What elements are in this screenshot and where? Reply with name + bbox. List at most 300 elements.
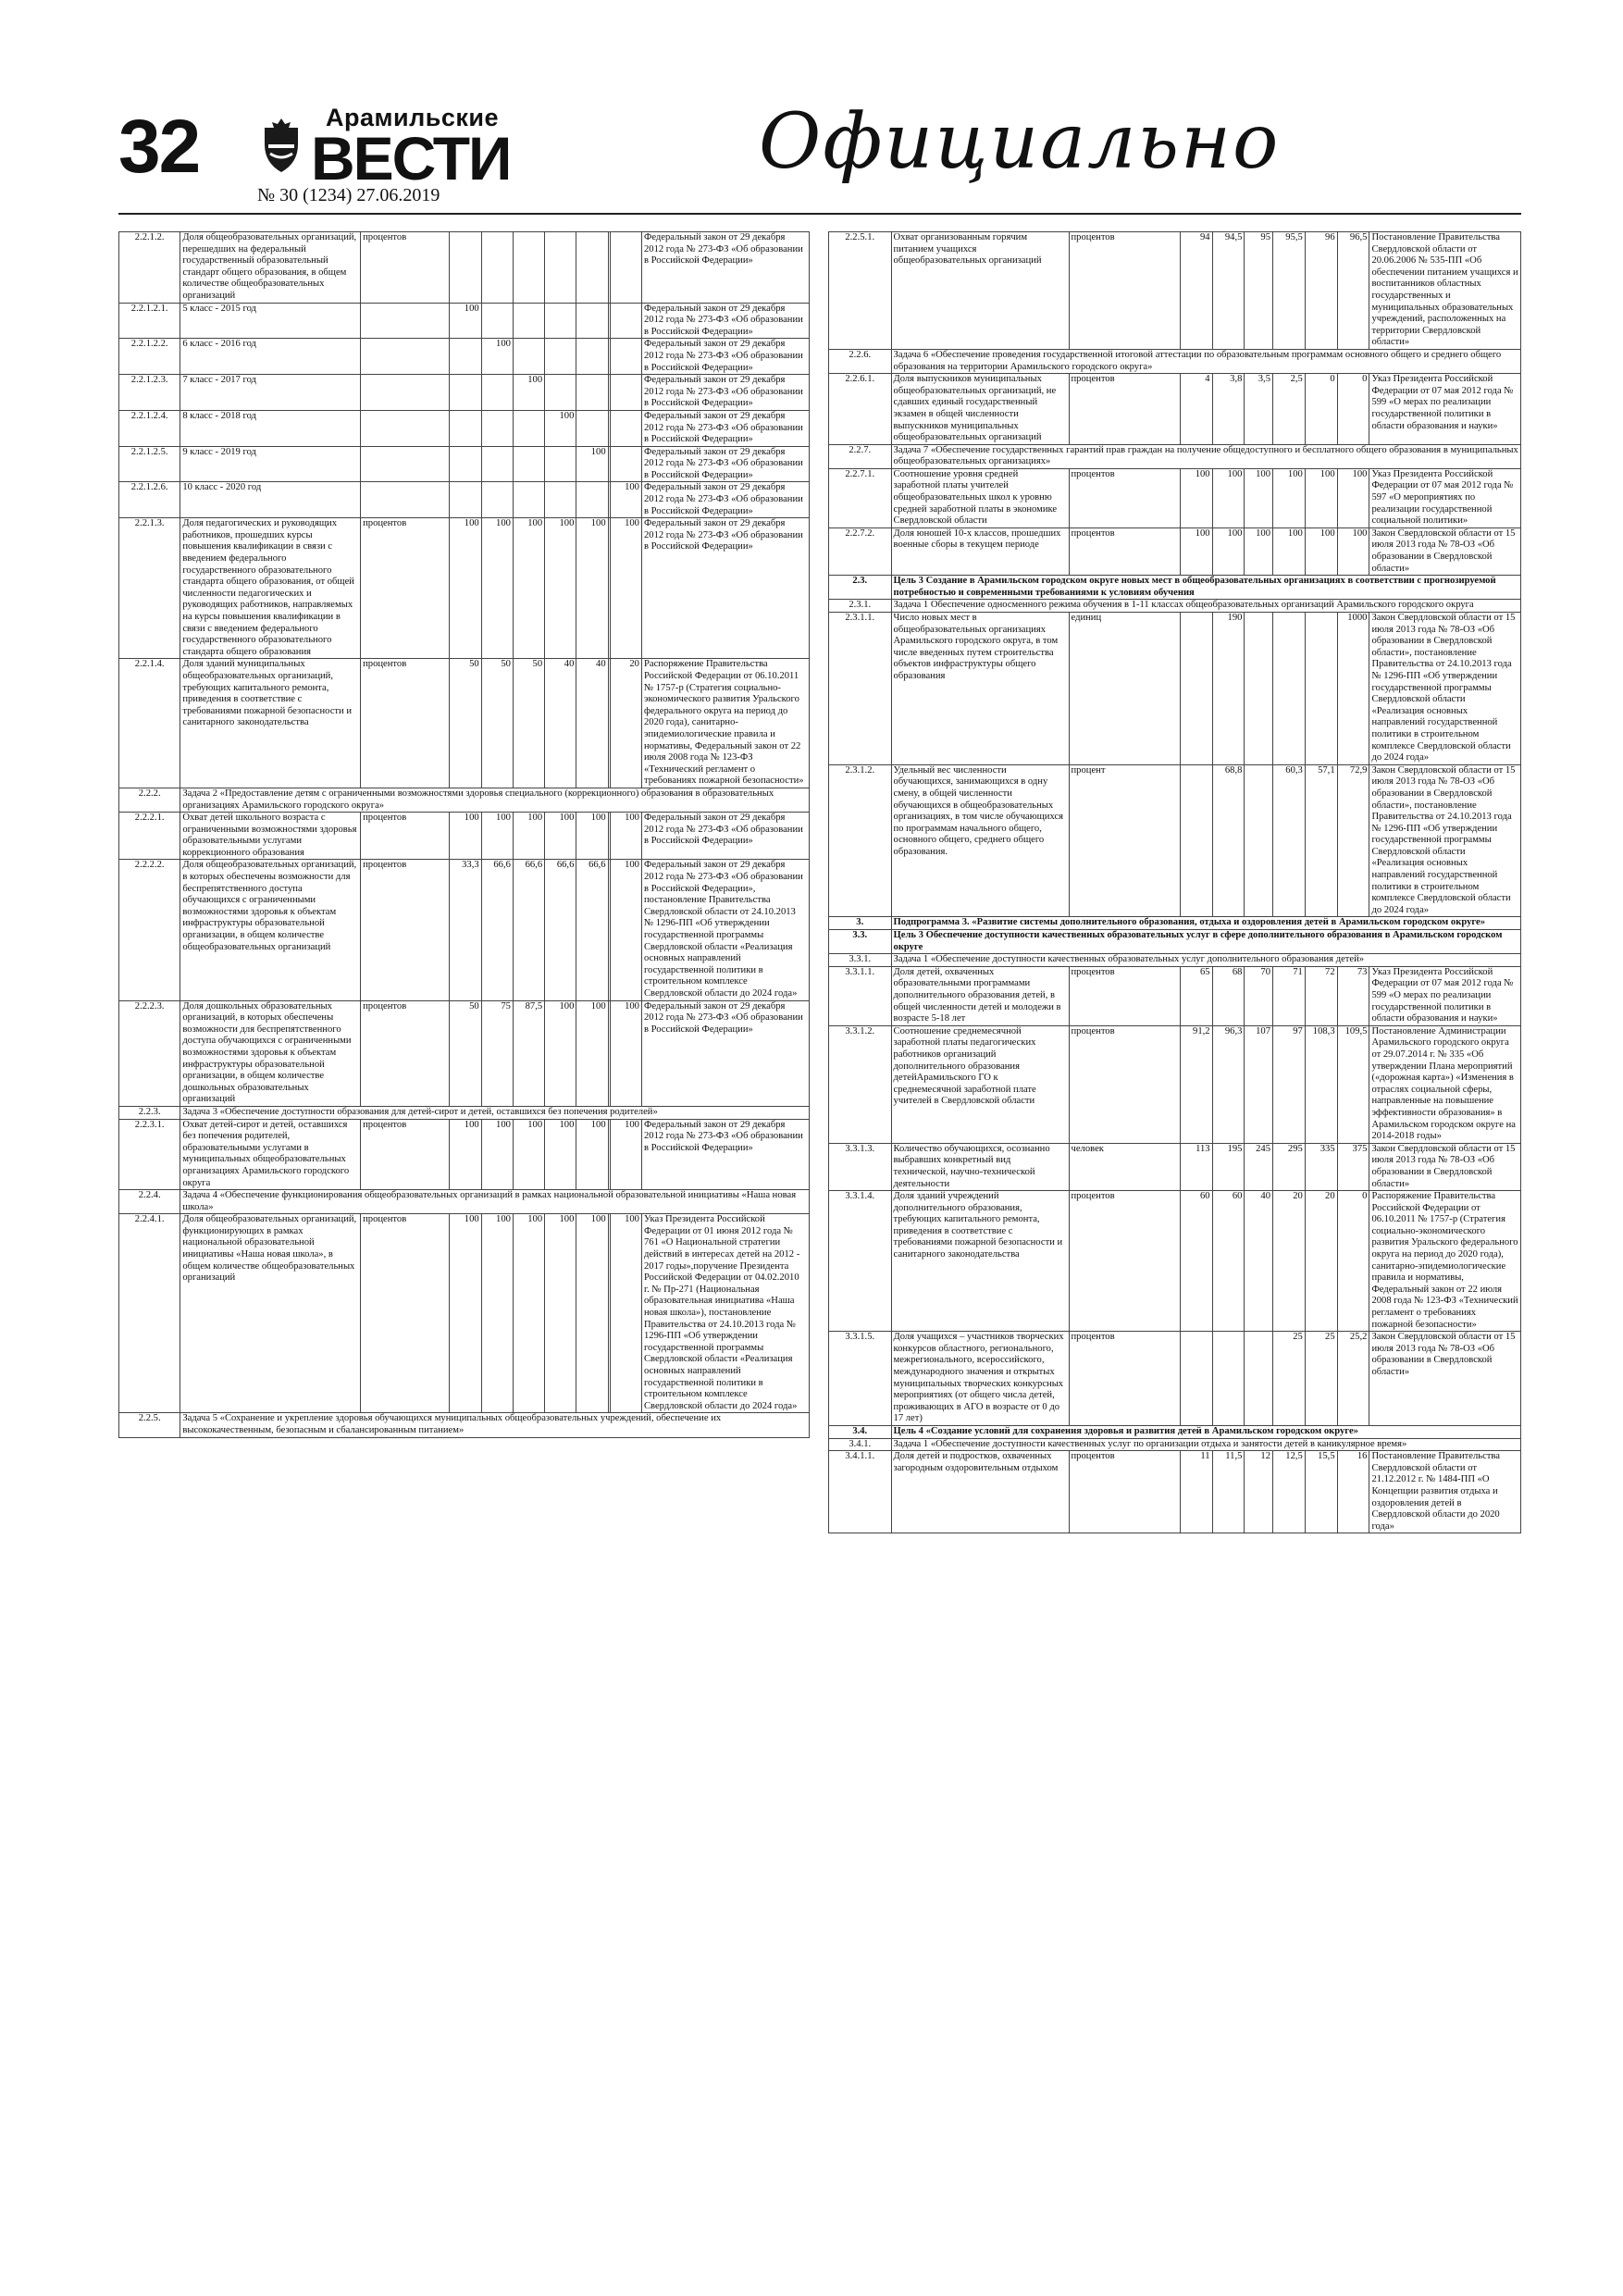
source-document: Закон Свердловской области от 15 июля 2013 года № 78-ОЗ «Об образовании в Свердловской области» <box>1369 527 1521 575</box>
row-number: 2.3.1.2. <box>829 764 892 917</box>
value-cell <box>576 482 608 518</box>
value-cell: 100 <box>610 518 641 659</box>
value-cell <box>1273 613 1306 765</box>
unit-cell: процентов <box>361 1214 450 1413</box>
page-number: 32 <box>118 105 200 189</box>
task-row <box>829 917 1521 930</box>
value-cell <box>1180 1332 1212 1426</box>
table-row <box>119 1214 810 1413</box>
value-cell: 25,2 <box>1337 1332 1369 1426</box>
unit-cell: процентов <box>1069 1451 1180 1533</box>
value-cell: 97 <box>1273 1025 1306 1143</box>
value-cell <box>450 375 481 411</box>
value-cell: 100 <box>1180 527 1212 575</box>
source-document: Указ Президента Российской Федерации от 01 июня 2012 года № 761 «О Национальной стратегии действий в интересах детей на 2012 - 2017 годы»,поручение Президента Российской Федерации от 04.02.2010 г. № Пр-271 (Национальная образовательная инициатива «Наша новая школа»), постановление Правительства от 24.10.2013 года № 1296-ПП «Об утверждении государственной программы Свердловской области «Реализация основных направлений государственной политики в строительном комплексе Свердловской области до 2024 года» <box>641 1214 809 1413</box>
row-number: 3.4. <box>829 1425 892 1438</box>
source-document: Указ Президента Российской Федерации от 07 мая 2012 года № 599 «О мерах по реализации государственной политики в области образования и науки» <box>1369 374 1521 445</box>
section-title: Официально <box>759 98 1281 186</box>
row-number: 3.3.1.5. <box>829 1332 892 1426</box>
value-cell <box>545 446 576 482</box>
table-row <box>119 446 810 482</box>
value-cell <box>576 339 608 375</box>
value-cell: 109,5 <box>1337 1025 1369 1143</box>
unit-cell <box>361 339 450 375</box>
value-cell: 100 <box>576 1000 608 1106</box>
table-row <box>829 1332 1521 1426</box>
indicator-name: Доля общеобразовательных организаций, функционирующих в рамках национальной образовательной инициативы «Наша новая школа», в общем количестве общеобразовательных организаций <box>180 1214 361 1413</box>
unit-cell: процентов <box>361 1000 450 1106</box>
source-document: Федеральный закон от 29 декабря 2012 года № 273-ФЗ «Об образовании в Российской Федерации» <box>641 1119 809 1190</box>
task-text: Задача 1 «Обеспечение доступности качественных услуг по организации отдыха и занятости детей в каникулярное время» <box>891 1438 1520 1451</box>
indicator-name: Соотношение среднемесячной заработной платы педагогических работников организаций дополнительного образования детейАрамильского ГО к среднемесячной заработной плате учителей в Свердловской области <box>891 1025 1069 1143</box>
value-cell: 108,3 <box>1305 1025 1337 1143</box>
task-row <box>829 954 1521 967</box>
unit-cell <box>361 375 450 411</box>
task-row <box>829 444 1521 468</box>
unit-cell: процентов <box>1069 1025 1180 1143</box>
value-cell: 16 <box>1337 1451 1369 1533</box>
task-row <box>829 1425 1521 1438</box>
task-row <box>829 349 1521 373</box>
row-number: 2.2.5.1. <box>829 232 892 350</box>
source-document: Постановление Правительства Свердловской области от 21.12.2012 г. № 1484-ПП «О Концепции развития отдыха и оздоровления детей в Свердловской области до 2020 года» <box>1369 1451 1521 1533</box>
row-number: 3.3.1.2. <box>829 1025 892 1143</box>
value-cell: 15,5 <box>1305 1451 1337 1533</box>
value-cell <box>481 482 513 518</box>
value-cell: 70 <box>1245 966 1273 1025</box>
table-row <box>119 860 810 1000</box>
value-cell: 100 <box>1305 527 1337 575</box>
value-cell: 60 <box>1180 1191 1212 1332</box>
table-row <box>829 1451 1521 1533</box>
value-cell: 375 <box>1337 1143 1369 1190</box>
value-cell: 50 <box>450 1000 481 1106</box>
value-cell: 335 <box>1305 1143 1337 1190</box>
indicator-name: 5 класс - 2015 год <box>180 303 361 339</box>
row-number: 3. <box>829 917 892 930</box>
logo-title: ВЕСТИ <box>311 124 511 192</box>
row-number: 2.2.2.2. <box>119 860 180 1000</box>
value-cell <box>1180 613 1212 765</box>
table-row <box>119 232 810 304</box>
value-cell <box>513 410 544 446</box>
value-cell <box>513 303 544 339</box>
indicator-name: Доля общеобразовательных организаций, в которых обеспечены возможности для беспрепятственного доступа обучающихся с ограниченными возможностями здоровья к объектам инфраструктуры образовательной организации, в общем количестве общеобразовательных организаций <box>180 860 361 1000</box>
value-cell: 100 <box>576 518 608 659</box>
value-cell: 100 <box>481 813 513 860</box>
value-cell: 100 <box>1245 468 1273 527</box>
value-cell: 100 <box>1245 527 1273 575</box>
task-text: Цель 3 Создание в Арамильском городском округе новых мест в общеобразовательных организациях в соответствии с прогнозируемой потребностью и современными требованиями к условиям обучения <box>891 576 1520 600</box>
unit-cell: процентов <box>361 1119 450 1190</box>
indicator-name: Доля детей, охваченных образовательными программами дополнительного образования детей, в общей численности детей и молодежи в возрасте 5-18 лет <box>891 966 1069 1025</box>
value-cell: 60 <box>1212 1191 1245 1332</box>
value-cell <box>610 410 641 446</box>
issue-info: № 30 (1234) 27.06.2019 <box>257 185 440 205</box>
row-number: 2.2.3.1. <box>119 1119 180 1190</box>
value-cell: 100 <box>545 1119 576 1190</box>
table-row <box>119 518 810 659</box>
value-cell: 195 <box>1212 1143 1245 1190</box>
value-cell: 40 <box>545 659 576 788</box>
value-cell: 100 <box>610 860 641 1000</box>
source-document: Указ Президента Российской Федерации от 07 мая 2012 года № 597 «О мероприятиях по реализации государственной социальной политики» <box>1369 468 1521 527</box>
value-cell: 113 <box>1180 1143 1212 1190</box>
value-cell: 95 <box>1245 232 1273 350</box>
indicator-name: Охват детей школьного возраста с ограниченными возможностями здоровья образовательными услугами коррекционного образования <box>180 813 361 860</box>
value-cell: 100 <box>1337 468 1369 527</box>
row-number: 2.2.1.2.3. <box>119 375 180 411</box>
row-number: 2.3.1.1. <box>829 613 892 765</box>
row-number: 2.2.2. <box>119 788 180 812</box>
task-row <box>829 600 1521 613</box>
value-cell: 96,3 <box>1212 1025 1245 1143</box>
value-cell: 91,2 <box>1180 1025 1212 1143</box>
value-cell: 100 <box>1305 468 1337 527</box>
value-cell: 11 <box>1180 1451 1212 1533</box>
value-cell <box>610 339 641 375</box>
value-cell <box>481 232 513 304</box>
source-document: Федеральный закон от 29 декабря 2012 года № 273-ФЗ «Об образовании в Российской Федерации» <box>641 1000 809 1106</box>
unit-cell: процентов <box>1069 468 1180 527</box>
table-row <box>119 813 810 860</box>
indicator-name: Охват детей-сирот и детей, оставшихся без попечения родителей, образовательными услугами в муниципальных общеобразовательных организациях Арамильского городского округа <box>180 1119 361 1190</box>
row-number: 2.3.1. <box>829 600 892 613</box>
value-cell: 100 <box>576 1214 608 1413</box>
table-row <box>119 375 810 411</box>
value-cell: 73 <box>1337 966 1369 1025</box>
unit-cell: процентов <box>1069 1191 1180 1332</box>
value-cell: 96,5 <box>1337 232 1369 350</box>
task-row <box>119 788 810 812</box>
value-cell: 100 <box>1337 527 1369 575</box>
indicator-name: Доля юношей 10-х классов, прошедших военные сборы в текущем периоде <box>891 527 1069 575</box>
task-row <box>829 930 1521 954</box>
value-cell <box>1245 613 1273 765</box>
value-cell <box>481 303 513 339</box>
value-cell: 33,3 <box>450 860 481 1000</box>
table-row <box>829 374 1521 445</box>
value-cell: 100 <box>450 303 481 339</box>
value-cell <box>450 232 481 304</box>
row-number: 2.2.1.3. <box>119 518 180 659</box>
table-row <box>119 303 810 339</box>
unit-cell: человек <box>1069 1143 1180 1190</box>
value-cell <box>545 482 576 518</box>
value-cell: 100 <box>1212 527 1245 575</box>
value-cell: 100 <box>450 1119 481 1190</box>
unit-cell: процент <box>1069 764 1180 917</box>
value-cell <box>610 446 641 482</box>
value-cell: 20 <box>1305 1191 1337 1332</box>
value-cell <box>545 375 576 411</box>
value-cell: 100 <box>545 410 576 446</box>
value-cell: 100 <box>1180 468 1212 527</box>
unit-cell <box>361 303 450 339</box>
unit-cell: процентов <box>361 518 450 659</box>
value-cell: 60,3 <box>1273 764 1306 917</box>
indicator-name: Число новых мест в общеобразовательных организациях Арамильского городского округа, в том числе введенных путем строительства объектов инфраструктуры общего образования <box>891 613 1069 765</box>
value-cell: 100 <box>481 518 513 659</box>
table-row <box>829 1143 1521 1190</box>
value-cell <box>481 446 513 482</box>
value-cell: 96 <box>1305 232 1337 350</box>
value-cell <box>481 410 513 446</box>
unit-cell: процентов <box>1069 1332 1180 1426</box>
row-number: 3.3.1.4. <box>829 1191 892 1332</box>
row-number: 2.2.7.2. <box>829 527 892 575</box>
unit-cell: процентов <box>1069 374 1180 445</box>
unit-cell <box>361 410 450 446</box>
source-document: Федеральный закон от 29 декабря 2012 года № 273-ФЗ «Об образовании в Российской Федерации» <box>641 375 809 411</box>
source-document: Федеральный закон от 29 декабря 2012 года № 273-ФЗ «Об образовании в Российской Федерации» <box>641 303 809 339</box>
table-row <box>119 482 810 518</box>
row-number: 2.2.2.3. <box>119 1000 180 1106</box>
table-row <box>119 339 810 375</box>
indicator-name: Доля педагогических и руководящих работников, прошедших курсы повышения квалификации в связи с введением федерального государственного образовательного стандарта общего образования, от общей численности педагогических и руководящих работников, направляемых на курсы повышения квалификации в связи с введением федерального государственного образовательного стандарта общего образования <box>180 518 361 659</box>
table-row <box>829 527 1521 575</box>
value-cell: 72 <box>1305 966 1337 1025</box>
row-number: 2.2.1.2.1. <box>119 303 180 339</box>
value-cell: 66,6 <box>545 860 576 1000</box>
value-cell: 100 <box>1273 527 1306 575</box>
value-cell: 100 <box>481 1119 513 1190</box>
value-cell: 50 <box>513 659 544 788</box>
value-cell: 100 <box>1212 468 1245 527</box>
source-document: Федеральный закон от 29 декабря 2012 года № 273-ФЗ «Об образовании в Российской Федерации» <box>641 232 809 304</box>
source-document: Федеральный закон от 29 декабря 2012 года № 273-ФЗ «Об образовании в Российской Федерации» <box>641 482 809 518</box>
indicator-name: Доля зданий муниципальных общеобразовательных организаций, требующих капитального ремонта, приведения в соответствие с требованиями пожарной безопасности и санитарного законодательства <box>180 659 361 788</box>
indicator-name: 6 класс - 2016 год <box>180 339 361 375</box>
value-cell <box>481 375 513 411</box>
value-cell: 25 <box>1273 1332 1306 1426</box>
task-text: Задача 7 «Обеспечение государственных гарантий прав граждан на получение общедоступного и бесплатного общего образования в муниципальных общеобразовательных организациях» <box>891 444 1520 468</box>
source-document: Закон Свердловской области от 15 июля 2013 года № 78-ОЗ «Об образовании в Свердловской области» <box>1369 1332 1521 1426</box>
indicator-name: 9 класс - 2019 год <box>180 446 361 482</box>
value-cell: 100 <box>576 1119 608 1190</box>
task-text: Задача 1 «Обеспечение доступности качественных образовательных услуг дополнительного образования детей» <box>891 954 1520 967</box>
task-row <box>119 1106 810 1119</box>
value-cell: 40 <box>576 659 608 788</box>
value-cell: 100 <box>545 813 576 860</box>
value-cell: 40 <box>1245 1191 1273 1332</box>
source-document: Распоряжение Правительства Российской Федерации от 06.10.2011 № 1757-р (Стратегия социально-экономического развития Уральского федерального округа на период до 2020 года), санитарно-эпидемиологические правила и нормативы, Федеральный закон от 22 июля 2008 года № 123-ФЗ «Технический регламент о требованиях пожарной безопасности» <box>1369 1191 1521 1332</box>
value-cell: 20 <box>610 659 641 788</box>
value-cell <box>513 232 544 304</box>
value-cell <box>610 303 641 339</box>
value-cell: 100 <box>513 813 544 860</box>
value-cell: 190 <box>1212 613 1245 765</box>
row-number: 3.4.1. <box>829 1438 892 1451</box>
value-cell: 2,5 <box>1273 374 1306 445</box>
value-cell <box>1245 1332 1273 1426</box>
source-document: Закон Свердловской области от 15 июля 2013 года № 78-ОЗ «Об образовании в Свердловской области» <box>1369 1143 1521 1190</box>
value-cell: 100 <box>610 1000 641 1106</box>
row-number: 2.2.6.1. <box>829 374 892 445</box>
value-cell <box>545 303 576 339</box>
unit-cell: процентов <box>1069 232 1180 350</box>
row-number: 3.3.1.1. <box>829 966 892 1025</box>
indicator-name: Охват организованным горячим питанием учащихся общеобразовательных организаций <box>891 232 1069 350</box>
indicators-table-left <box>118 231 810 1438</box>
value-cell: 100 <box>545 518 576 659</box>
value-cell <box>576 303 608 339</box>
value-cell: 95,5 <box>1273 232 1306 350</box>
unit-cell: процентов <box>361 860 450 1000</box>
value-cell <box>576 375 608 411</box>
value-cell <box>513 339 544 375</box>
value-cell <box>1245 764 1273 917</box>
task-row <box>829 1438 1521 1451</box>
value-cell <box>545 232 576 304</box>
value-cell: 65 <box>1180 966 1212 1025</box>
indicator-name: 10 класс - 2020 год <box>180 482 361 518</box>
value-cell <box>1305 613 1337 765</box>
task-text: Цель 3 Обеспечение доступности качественных образовательных услуг в сфере дополнительного образования в Арамильском городском округе <box>891 930 1520 954</box>
value-cell: 11,5 <box>1212 1451 1245 1533</box>
value-cell: 66,6 <box>513 860 544 1000</box>
indicator-name: Доля дошкольных образовательных организаций, в которых обеспечены возможности для беспрепятственного доступа обучающихся с ограниченными возможностями здоровья к объектам инфраструктуры образовательной организации, в общем количестве дошкольных образовательных организаций <box>180 1000 361 1106</box>
value-cell: 3,5 <box>1245 374 1273 445</box>
source-document: Постановление Правительства Свердловской области от 20.06.2006 № 535-ПП «Об обеспечении питанием учащихся и воспитанников областных государственных и муниципальных образовательных учреждений, расположенных на территории Свердловской области» <box>1369 232 1521 350</box>
indicator-name: Доля общеобразовательных организаций, перешедших на федеральный государственный образовательный стандарт общего образования, в общем количестве общеобразовательных организаций <box>180 232 361 304</box>
indicator-name: Доля зданий учреждений дополнительного образования, требующих капитального ремонта, приведения в соответствие с требованиями пожарной безопасности и санитарного законодательства <box>891 1191 1069 1332</box>
source-document: Федеральный закон от 29 декабря 2012 года № 273-ФЗ «Об образовании в Российской Федерации» <box>641 339 809 375</box>
row-number: 2.2.1.2.2. <box>119 339 180 375</box>
task-text: Задача 2 «Предоставление детям с ограниченными возможностями здоровья специального (коррекционного) образования в образовательных организациях Арамильского городского округа» <box>180 788 810 812</box>
task-text: Задача 3 «Обеспечение доступности образования для детей-сирот и детей, оставшихся без попечения родителей» <box>180 1106 810 1119</box>
row-number: 2.2.3. <box>119 1106 180 1119</box>
table-row <box>119 1119 810 1190</box>
value-cell: 87,5 <box>513 1000 544 1106</box>
value-cell <box>450 482 481 518</box>
unit-cell: процентов <box>1069 527 1180 575</box>
row-number: 2.2.1.2. <box>119 232 180 304</box>
row-number: 2.2.6. <box>829 349 892 373</box>
source-document: Федеральный закон от 29 декабря 2012 года № 273-ФЗ «Об образовании в Российской Федерации» <box>641 518 809 659</box>
value-cell: 100 <box>481 339 513 375</box>
value-cell <box>513 482 544 518</box>
value-cell: 50 <box>450 659 481 788</box>
indicator-name: Количество обучающихся, осознанно выбравших конкретный вид технической, научно-технической деятельности <box>891 1143 1069 1190</box>
value-cell: 3,8 <box>1212 374 1245 445</box>
row-number: 2.2.1.2.5. <box>119 446 180 482</box>
table-row <box>119 1000 810 1106</box>
value-cell <box>610 375 641 411</box>
indicator-name: 8 класс - 2018 год <box>180 410 361 446</box>
task-text: Задача 1 Обеспечение односменного режима обучения в 1-11 классах общеобразовательных организаций Арамильского городского округа <box>891 600 1520 613</box>
table-row <box>119 659 810 788</box>
value-cell <box>1180 764 1212 917</box>
value-cell <box>610 232 641 304</box>
value-cell: 100 <box>481 1214 513 1413</box>
row-number: 2.2.4. <box>119 1190 180 1214</box>
task-text: Цель 4 «Создание условий для сохранения здоровья и развития детей в Арамильском городском округе» <box>891 1425 1520 1438</box>
source-document: Закон Свердловской области от 15 июля 2013 года № 78-ОЗ «Об образовании в Свердловской области», постановление Правительства от 24.10.2013 года № 1296-ПП «Об утверждении государственной программы Свердловской области «Реализация основных направлений государственной политики в строительном комплексе Свердловской области до 2024 года» <box>1369 764 1521 917</box>
value-cell: 50 <box>481 659 513 788</box>
row-number: 3.4.1.1. <box>829 1451 892 1533</box>
value-cell: 100 <box>545 1000 576 1106</box>
value-cell: 100 <box>610 1214 641 1413</box>
value-cell: 107 <box>1245 1025 1273 1143</box>
value-cell: 100 <box>610 1119 641 1190</box>
row-number: 2.2.1.2.6. <box>119 482 180 518</box>
value-cell <box>576 232 608 304</box>
source-document: Распоряжение Правительства Российской Федерации от 06.10.2011 № 1757-р (Стратегия социально-экономического развития Уральского федерального округа на период до 2020 года), санитарно-эпидемиологические правила и нормативы, Федеральный закон от 22 июля 2008 года № 123-ФЗ «Технический регламент о требованиях пожарной безопасности» <box>641 659 809 788</box>
table-row <box>829 1191 1521 1332</box>
value-cell: 245 <box>1245 1143 1273 1190</box>
row-number: 2.2.7. <box>829 444 892 468</box>
value-cell <box>576 410 608 446</box>
value-cell: 25 <box>1305 1332 1337 1426</box>
unit-cell <box>361 446 450 482</box>
value-cell: 20 <box>1273 1191 1306 1332</box>
row-number: 2.2.7.1. <box>829 468 892 527</box>
value-cell <box>545 339 576 375</box>
row-number: 2.3. <box>829 576 892 600</box>
value-cell: 72,9 <box>1337 764 1369 917</box>
value-cell: 100 <box>450 813 481 860</box>
task-row <box>119 1190 810 1214</box>
value-cell <box>450 446 481 482</box>
indicator-name: Доля выпускников муниципальных общеобразовательных организаций, не сдавших единый государственный экзамен в общей численности выпускников муниципальных общеобразовательных организаций <box>891 374 1069 445</box>
value-cell: 12 <box>1245 1451 1273 1533</box>
row-number: 2.2.4.1. <box>119 1214 180 1413</box>
newspaper-logo <box>257 104 511 192</box>
value-cell: 66,6 <box>481 860 513 1000</box>
row-number: 2.2.5. <box>119 1413 180 1437</box>
value-cell: 75 <box>481 1000 513 1106</box>
value-cell: 100 <box>545 1214 576 1413</box>
row-number: 2.2.1.2.4. <box>119 410 180 446</box>
indicator-name: Доля детей и подростков, охваченных загородным оздоровительным отдыхом <box>891 1451 1069 1533</box>
indicators-table-right <box>828 231 1521 1533</box>
task-text: Задача 6 «Обеспечение проведения государственной итоговой аттестации по образовательным программам основного общего и среднего общего образования на территории Арамильского городского округа» <box>891 349 1520 373</box>
table-row <box>829 1025 1521 1143</box>
task-text: Задача 5 «Сохранение и укрепление здоровья обучающихся муниципальных общеобразовательных учреждений, обеспечение их высококачественным, безопасным и сбалансированным питанием» <box>180 1413 810 1437</box>
source-document: Указ Президента Российской Федерации от 07 мая 2012 года № 599 «О мерах по реализации государственной политики в области образования и науки» <box>1369 966 1521 1025</box>
value-cell: 94,5 <box>1212 232 1245 350</box>
value-cell <box>450 339 481 375</box>
unit-cell: процентов <box>361 659 450 788</box>
value-cell: 1000 <box>1337 613 1369 765</box>
logo-town: Арамильские <box>326 104 499 131</box>
table-row <box>119 410 810 446</box>
value-cell: 100 <box>513 518 544 659</box>
value-cell: 100 <box>610 482 641 518</box>
table-row <box>829 232 1521 350</box>
value-cell: 0 <box>1337 1191 1369 1332</box>
value-cell: 100 <box>1273 468 1306 527</box>
unit-cell: процентов <box>361 813 450 860</box>
unit-cell <box>361 482 450 518</box>
indicator-name: 7 класс - 2017 год <box>180 375 361 411</box>
value-cell: 94 <box>1180 232 1212 350</box>
unit-cell: процентов <box>1069 966 1180 1025</box>
value-cell: 68,8 <box>1212 764 1245 917</box>
row-number: 3.3.1. <box>829 954 892 967</box>
value-cell: 66,6 <box>576 860 608 1000</box>
value-cell: 12,5 <box>1273 1451 1306 1533</box>
value-cell <box>1212 1332 1245 1426</box>
indicator-name: Доля учащихся – участников творческих конкурсов областного, регионального, межрегионального, всероссийского, международного значения и открытых муниципальных творческих конкурсных мероприятиях (от общего числа детей, проживающих в АГО в возрасте от 0 до 17 лет) <box>891 1332 1069 1426</box>
value-cell: 100 <box>576 813 608 860</box>
value-cell: 295 <box>1273 1143 1306 1190</box>
value-cell: 100 <box>450 518 481 659</box>
indicator-name: Соотношение уровня средней заработной платы учителей общеобразовательных школ к уровню средней заработной платы в экономике Свердловской области <box>891 468 1069 527</box>
table-row <box>829 468 1521 527</box>
value-cell: 68 <box>1212 966 1245 1025</box>
